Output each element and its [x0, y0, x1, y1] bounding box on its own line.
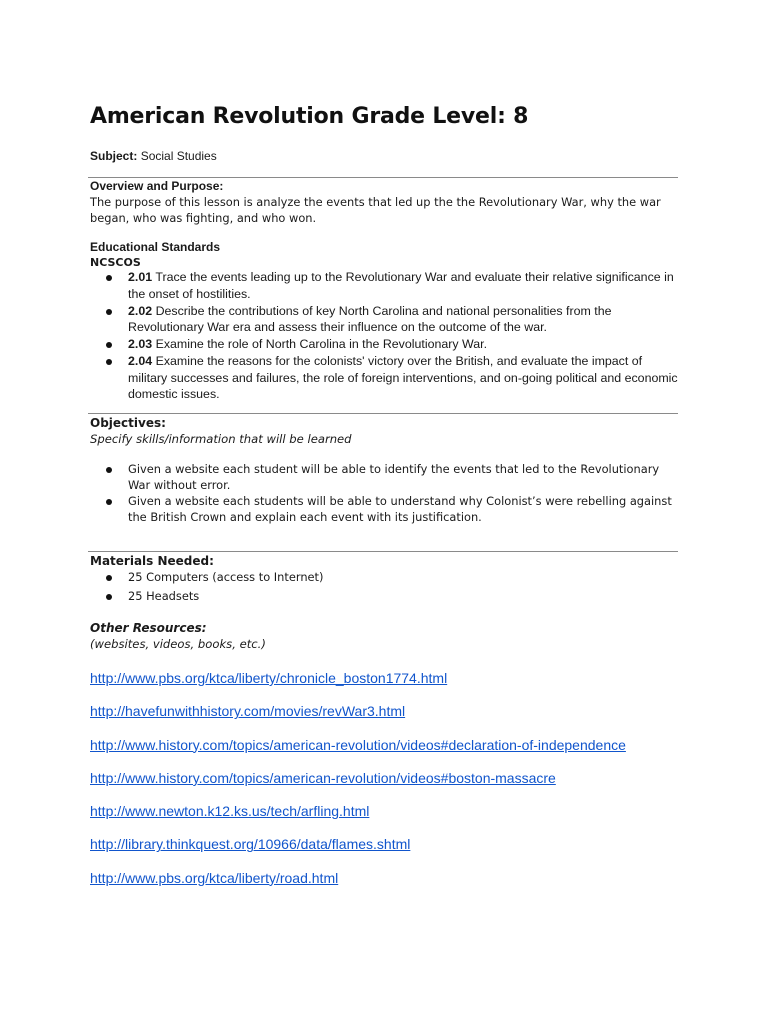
list-item [90, 735, 626, 768]
standard-text: Describe the contributions of key North Carolina and national personalities from the Revolutionary War era and assess their influence on the outcome of the war. [128, 303, 612, 334]
standard-code: 2.02 [128, 303, 153, 318]
standard-text: Examine the reasons for the colonists' victory over the British, and evaluate the impact of military successes and failures, the role of foreign interventions, and on-going political and economic domestic issues. [128, 354, 678, 401]
resource-link[interactable]: http://www.history.com/topics/american-revolution/videos#boston-massacre [90, 769, 556, 786]
list-item [90, 668, 626, 701]
resource-link[interactable]: http://havefunwithhistory.com/movies/revWar3.html [90, 703, 406, 720]
section-divider [88, 177, 678, 178]
section-divider [88, 413, 678, 414]
resource-link[interactable]: http://www.pbs.org/ktca/liberty/chronicle_boston1774.html [90, 670, 448, 686]
list-item [90, 336, 680, 353]
list-item [90, 303, 680, 336]
standard-text: Trace the events leading up to the Revolutionary War and evaluate their relative significance in the onset of hostilities. [128, 270, 674, 301]
resource-link[interactable]: http://www.pbs.org/ktca/liberty/road.html [90, 869, 339, 886]
list-item [90, 768, 626, 801]
standard-code: 2.01 [128, 270, 153, 284]
standard-text: Examine the role of North Carolina in the Revolutionary War. [152, 337, 488, 351]
standard-code: 2.03 [128, 337, 153, 351]
objectives-list [90, 461, 680, 525]
overview-text: The purpose of this lesson is analyze the events that led up the the Revolutionary War, why the war began, who was fighting, and who won. [90, 195, 661, 225]
list-item [90, 701, 626, 734]
section-divider [88, 551, 678, 552]
resource-link[interactable]: http://library.thinkquest.org/10966/data/flames.shtml [90, 836, 411, 853]
standards-subheading: NCSCOS [90, 256, 141, 269]
standards-list [90, 269, 680, 403]
resources-heading: Other Resources: [90, 621, 207, 635]
list-item [90, 269, 680, 302]
list-item: 25 Headsets [90, 588, 680, 604]
list-item [90, 834, 626, 867]
subject-label: Subject: [90, 149, 138, 163]
page-title: American Revolution Grade Level: 8 [90, 104, 529, 129]
overview-heading: Overview and Purpose: [90, 179, 224, 193]
objectives-note: Specify skills/information that will be learned [90, 432, 352, 446]
resource-links [90, 668, 626, 901]
list-item [90, 353, 680, 403]
list-item: Given a website each student will be able to identify the events that led to the Revolutionary War without error. [90, 461, 680, 493]
resource-link[interactable]: http://www.history.com/topics/american-revolution/videos#declaration-of-independence [90, 736, 626, 753]
standards-heading: Educational Standards [90, 240, 221, 254]
materials-heading: Materials Needed: [90, 554, 214, 568]
subject-line [90, 149, 217, 163]
list-item [90, 868, 626, 901]
standard-code: 2.04 [128, 354, 153, 368]
objectives-heading: Objectives: [90, 416, 166, 430]
subject-value: Social Studies [140, 149, 217, 163]
materials-list [90, 569, 680, 607]
list-item: 25 Computers (access to Internet) [90, 569, 680, 585]
list-item [90, 801, 626, 834]
list-item: Given a website each students will be able to understand why Colonist’s were rebelling against the British Crown and explain each event with its justification. [90, 493, 680, 525]
resources-note: (websites, videos, books, etc.) [90, 637, 266, 651]
resource-link[interactable]: http://www.newton.k12.ks.us/tech/arfling.html [90, 803, 370, 820]
